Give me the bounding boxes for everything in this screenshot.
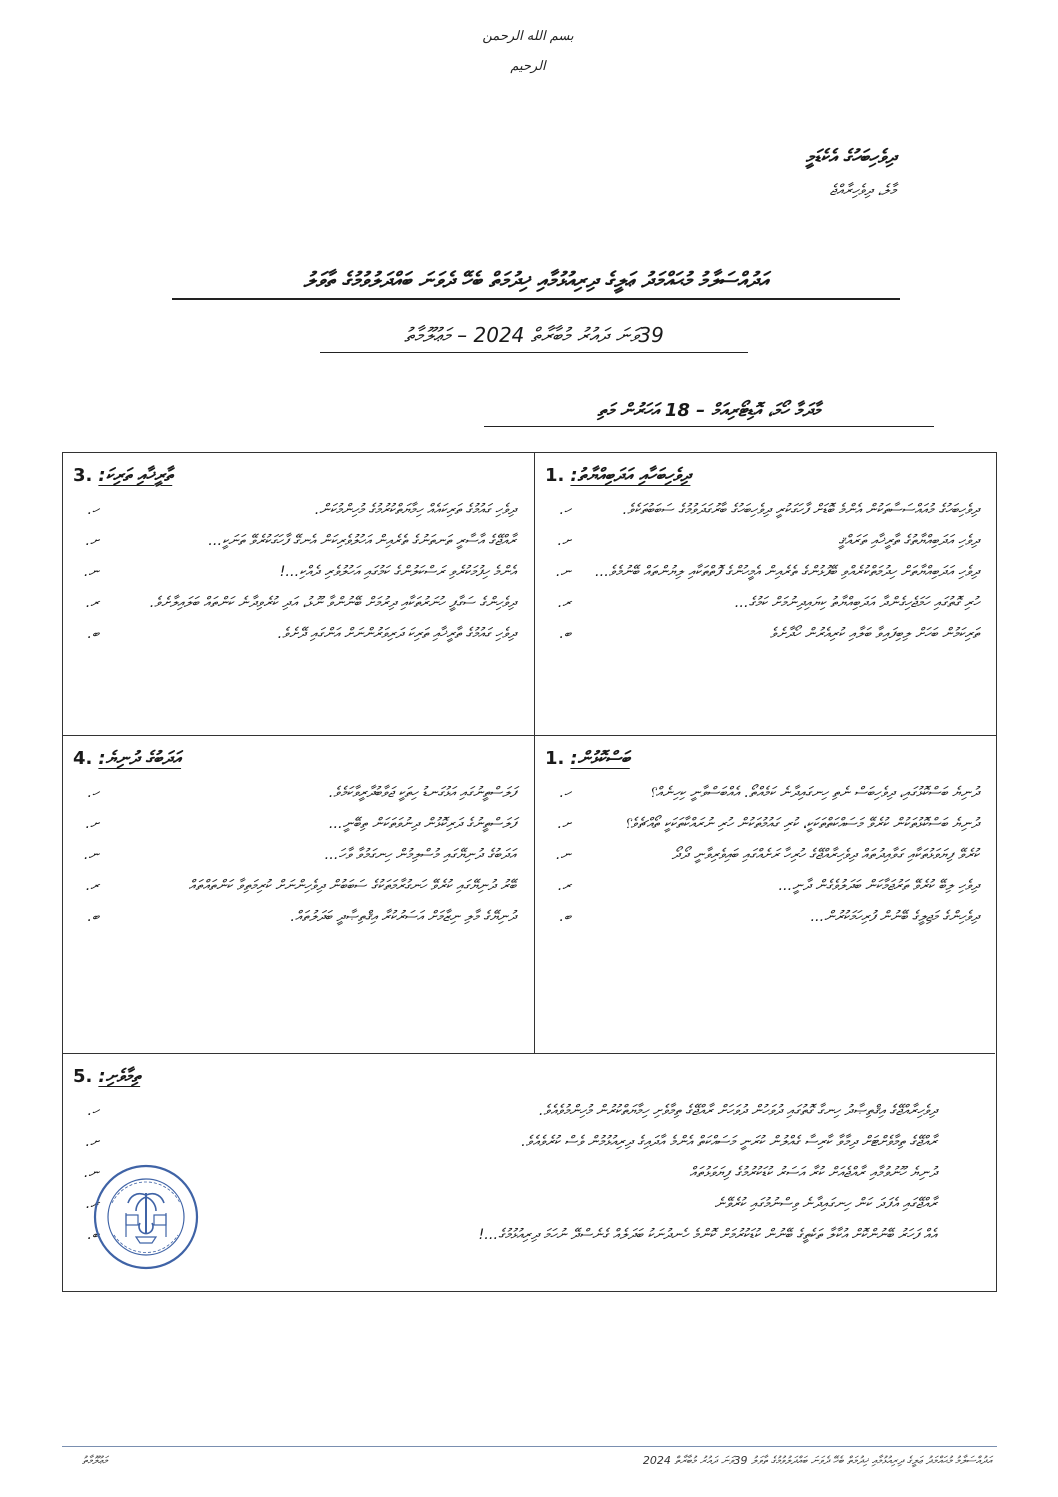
list-item — [73, 557, 524, 588]
item-marker: ހ. — [559, 785, 571, 801]
list-item — [73, 809, 524, 840]
bismillah-text: بسم الله الرحمن الرحيم — [482, 29, 574, 74]
item-text: ރާއްޖޭގެ ތިމާވެށްޓަށް ދިމާވާ ކާރިސާ ގެއްލުން ކުރަނީ މަސައްކަތް އެންމެ އާދައިގެ ދިރިއުޅުމުން ވެސް ކުރެވެއެވެ. — [521, 1134, 937, 1150]
item-marker: ހ. — [87, 502, 99, 518]
list-item — [73, 1158, 945, 1189]
section-heading — [73, 742, 524, 776]
item-list — [545, 778, 987, 933]
section-heading — [73, 459, 524, 493]
section-number: 4. — [73, 748, 93, 769]
item-marker: ރ. — [557, 878, 571, 894]
item-marker: ރ. — [85, 1196, 99, 1212]
list-item — [545, 840, 987, 871]
item-text: ބޭރު ދުނިޔޭގައި ކުރެވޭ ހަނގުރާމަތަކުގެ ސަބަބުން ދިވެހިންނަށް ކުރިމަތިވާ ކަންތައްތައް — [188, 878, 516, 894]
list-item — [545, 902, 987, 933]
item-marker: ބ. — [87, 1227, 99, 1243]
section-number: 3. — [73, 465, 93, 486]
item-text: ދިވެހި އަދަބިއްޔާތުގެ ތާރީޚާއި ތަރައްޤީ — [838, 533, 979, 549]
item-text: ދިވެހި ގައުމުގެ ތަރިކައެއް ހިމާޔަތްކުރުމުގެ މުހިންމުކަން. — [314, 502, 516, 518]
list-item — [73, 495, 524, 526]
list-item — [545, 871, 987, 902]
item-marker: ރ. — [85, 595, 99, 611]
item-marker: ބ. — [559, 909, 571, 925]
list-item — [545, 526, 987, 557]
official-stamp-icon — [92, 1163, 200, 1271]
school-block — [596, 142, 896, 204]
item-marker: ހ. — [559, 502, 571, 518]
item-text: ދިވެހިންގެ މަޖިލީގެ ބޭނުން ފުރިހަމަކުރުން... — [810, 909, 979, 925]
list-item — [73, 902, 524, 933]
list-item — [73, 588, 524, 619]
item-text: ހުރި ގޮތުގައި ހަމަޖެހިގެންދާ އަދަބިއްޔާތު ކިޔައިދިނުމަށް ކަމުގެ... — [734, 595, 979, 611]
section-number: 5. — [73, 1066, 93, 1087]
section-5-environment — [63, 1053, 995, 1290]
footer-right-text: އަދުއްސަލާމު މުޙައްމަދު ޢަލީގެ ދިރިއުޅުމާއި ޚިދުމަތް ބެހޭ ދެވަނަ ބައްދަލުވުމުގެ ތާވަލު 39ވަނަ ދައުރު މުބާރާތް 2024 — [642, 1454, 992, 1467]
item-marker: ނ. — [555, 564, 571, 580]
section-number: 1. — [545, 748, 565, 769]
item-marker: ހ. — [87, 785, 99, 801]
item-marker: ށ. — [557, 533, 571, 549]
section-3-history — [63, 453, 535, 735]
section-title: ތާރީޚާއި ތަރިކަ: — [98, 465, 173, 486]
list-item — [73, 1189, 945, 1220]
item-list — [545, 495, 987, 650]
item-marker: ބ. — [87, 626, 99, 642]
item-text: ތަރިކަމުން ބަހަށް ލިބިފައިވާ ބަލާއި ކުރިއެރުން ހޯދާށެވެ — [769, 626, 979, 642]
list-item — [73, 1127, 945, 1158]
section-heading — [73, 1060, 985, 1094]
item-marker: ށ. — [557, 816, 571, 832]
item-text: ދުނިޔޭގެ މާލި ނިޒާމަށް އަސަރުކުރާ އިޤްތިޞާދީ ބަދަލުތައް. — [290, 909, 516, 925]
list-item — [73, 1220, 945, 1251]
list-item — [545, 778, 987, 809]
item-marker: ށ. — [85, 1134, 99, 1150]
topics-grid — [62, 452, 997, 1292]
item-text: ފަލަސްތީނުގެ ދަރިކޮޅުން ދިނުވަތަކަން ތިބޭނީ... — [328, 816, 516, 832]
item-text: ރާއްޖޭގެ އާސާރީ ތަނތަނުގެ ތެރެއިން އަހުލުވެރިކަން އެނގޭ ފާހަގަކުރެވޭ ތަނަކީ... — [208, 533, 516, 549]
item-text: ދިވެހިރާއްޖޭގެ އިޤްތިޞާދު ހިނގާ ގޮތުގައި ދުވަހުން ދުވަހަށް ރާއްޖޭގެ ތިމާވެށި ހިމާޔަތްކުރުން މުހިންމުވެއެވެ. — [538, 1103, 937, 1119]
item-text: އެންމެ ހިފުމަކުރެވި ރަސްކަލުންގެ ކަމުގައި އަހުލުވެރި ދެއްކި...! — [279, 564, 516, 580]
section-4-literature — [63, 735, 535, 1053]
item-text: ދުނިޔެ ބަސްކޮޅުގައި، ދިވެހިބަސް ނެތި ހިނގައިދާނެ ކަމެއްތޯ. އެއްބަސްވާނީ ކިހިނެއް؟ — [649, 785, 979, 801]
item-text: ދިވެހި ގައުމުގެ ތާރީޚާއި ތަރިކަ ދަރިވަރުންނަށް އަންގައި ދޭށެވެ. — [277, 626, 516, 642]
item-marker: ބ. — [87, 909, 99, 925]
item-text: ދިވެހިންގެ ސަގާފީ ހުނަރުތަކާއި ދިރުމަށް ބޭނުންވާ ނޫޅު، އަދި ކުރެވިދާނެ ކަންތައް ބަލައިލާށެވެ. — [149, 595, 516, 611]
list-item — [73, 871, 524, 902]
list-item — [73, 526, 524, 557]
item-marker: ރ. — [85, 878, 99, 894]
item-marker: ނ. — [83, 847, 99, 863]
item-marker: ނ. — [83, 564, 99, 580]
item-text: ދުނިޔެ ހޫނުވުމާއި ރާއްޖެއަށް ކުރާ އަސަރު ކުޑަކުރުމުގެ ފިޔަވަޅުތައް — [689, 1165, 937, 1181]
list-item — [73, 840, 524, 871]
item-text: އެއް ފަހަރު ބޭނުންކޮށް އުކާލާ ތަކެތީގެ ބޭނުން ކުޑަކުރުމަށް ކޮންމެ ހެނދުނަކު ބަދަލެއް ގެނެސްދޭ ނުހަމަ ދިރިއުޅުމުގެ...! — [478, 1227, 937, 1243]
item-marker: ނ. — [555, 847, 571, 863]
list-item — [545, 588, 987, 619]
sub-title-prefix: 39ވަނަ ދައުރު މުބާރާތް — [530, 323, 664, 347]
main-title: އަދުއްސަލާމު މުޙައްމަދު ޢަލީގެ ދިރިއުޅުމާއި ޚިދުމަތް ބެހޭ ދެވަނަ ބައްދަލުވުމުގެ ތާވަލު — [172, 262, 900, 300]
item-list — [73, 1096, 985, 1251]
item-marker: ށ. — [85, 816, 99, 832]
list-item — [73, 778, 524, 809]
section-number: 1. — [545, 465, 565, 486]
list-item — [545, 619, 987, 650]
school-name: ދިވެހިބަހުގެ އެކެޑަމީ — [805, 146, 896, 168]
sub-title-year: 2024 — [473, 323, 525, 347]
item-text: ފަލަސްތީނުގައި އަޅުގަނޑު ހިތަކީ ޖަވާބުދާރީވާކަމެވެ. — [328, 785, 516, 801]
list-item — [545, 557, 987, 588]
item-marker: ށ. — [85, 533, 99, 549]
section-title: ދިވެހިބަހާއި އަދަބިއްޔާތު: — [570, 465, 691, 486]
item-list — [73, 778, 524, 933]
list-item — [545, 809, 987, 840]
item-marker: ހ. — [87, 1103, 99, 1119]
footer-divider — [62, 1446, 997, 1447]
section-title: ތިމާވެށި: — [98, 1066, 141, 1087]
item-text: ރާއްޖޭގައި އެފަދަ ކަން ހިނގައިދާނެ ވިސްނުމުގައި ކުރެވޭނެ — [714, 1196, 937, 1212]
list-item — [73, 1096, 945, 1127]
item-marker: ރ. — [557, 595, 571, 611]
section-1-dialects — [535, 735, 997, 1053]
list-item — [545, 495, 987, 526]
item-text: ކުރެވޭ ފިޔަވަޅުތަކާއި ގަވާއިދުތައް ދިވެހިރާއްޖޭގެ ހުރިހާ ރަށެއްގައި ބައިވެރިވާނީ ދޯދޯ — [671, 847, 979, 863]
sub-title — [320, 318, 748, 353]
item-marker: ބ. — [559, 626, 571, 642]
item-list — [73, 495, 524, 650]
section-heading — [545, 742, 987, 776]
exam-date: މާދަމާ ހޯމަ، އޮޑިޓޯރިއަމް – 18 އަހަރުން މަތި — [484, 396, 934, 427]
school-place: މާލެ، ދިވެހިރާއްޖެ — [829, 181, 896, 199]
item-text: ދިވެހި އަދަބިއްޔާތަށް ހިދުމަތްކުރެއްވި ބޭފުޅުންގެ ތެރެއިން އެމީހުންގެ ފޮތްތަކާއި ލިޔުންތައް ބޭނުމެވެ... — [594, 564, 979, 580]
item-text: ދިވެހިބަހުގެ މުއައްސަސާތަކުން އެންމެ ބޮޑަށް ފާހަގަކުރީ ދިވެހިބަހުގެ ބާރުގަދަވުމުގެ ސަބަބުތަކެވެ. — [622, 502, 979, 518]
item-text: ދުނިޔެ ބަސްކޮޅުތަކުން ކުރެވޭ މަސައްކަތްތަކަކީ، ކުރި ގައުމުތަކުން ހުރި ނުރައްކާތަކަކީ ތޯއްޗެވެ؟ — [624, 816, 979, 832]
section-title: އަދަބުގެ ދުނިޔެ: — [98, 748, 182, 769]
section-title: ބަސްކޮޅުން: — [570, 748, 630, 769]
section-heading — [545, 459, 987, 493]
sub-title-suffix: – މަޢުލޫމާތު — [404, 323, 468, 347]
item-marker: ނ. — [83, 1165, 99, 1181]
item-text: އަދަބުގެ ދުނިޔޭގައި މުސްލިމުން ހިނގަމުވާ ވާހަ... — [324, 847, 516, 863]
list-item — [73, 619, 524, 650]
section-1-language — [535, 453, 997, 735]
item-text: ދިވެހި ލިބޭ ކުރެވޭ ތަރުޖަމާކަން ބަދަލުވެގެން ދާނީ... — [778, 878, 979, 894]
footer-left-text: މަޢުލޫމާތު — [82, 1454, 108, 1467]
